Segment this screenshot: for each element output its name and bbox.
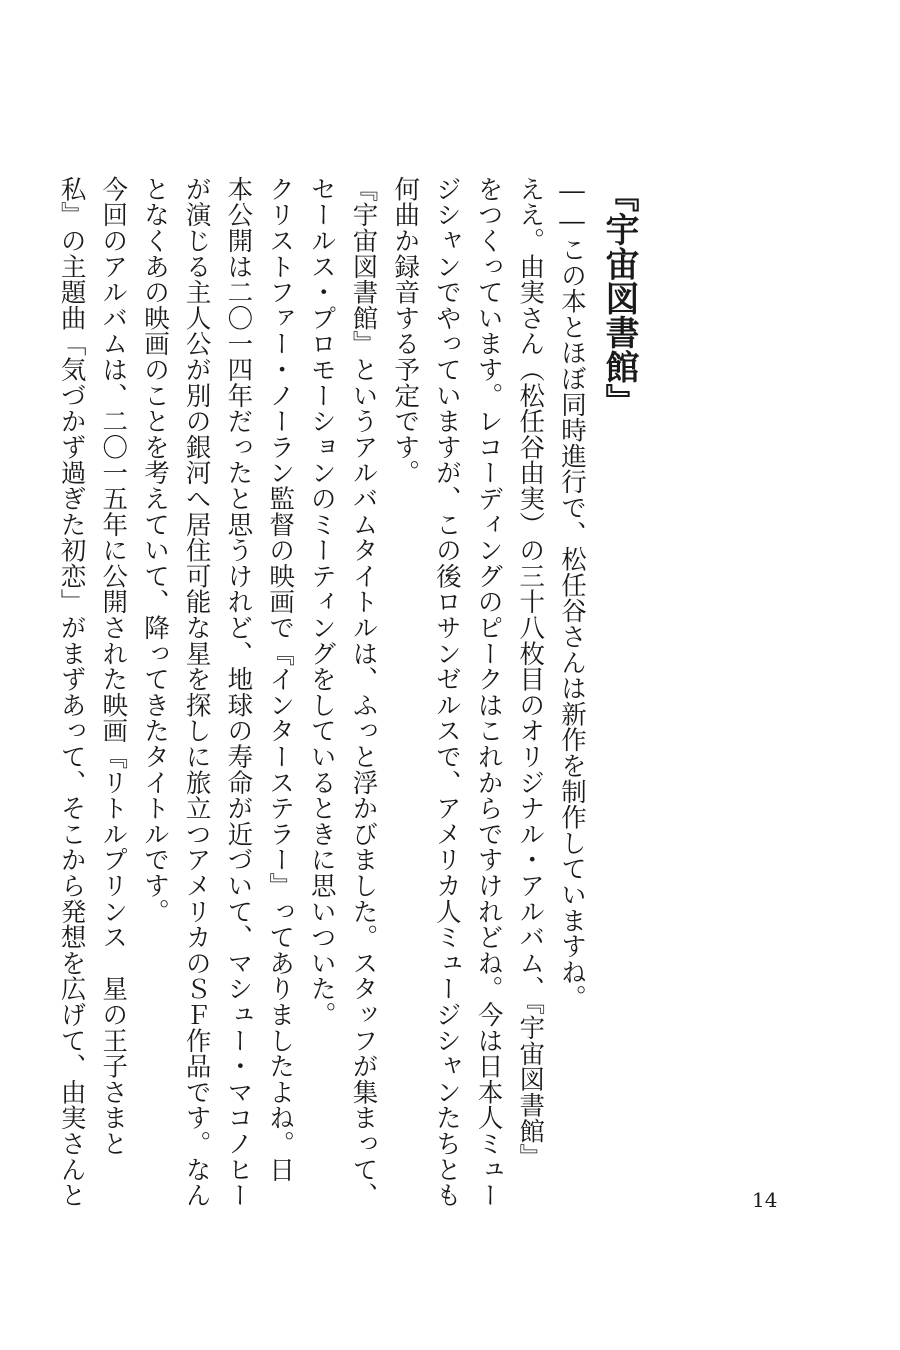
text-line: クリストファー・ノーラン監督の映画で『インターステラー』ってありましたよね。日 xyxy=(265,176,296,1183)
text-line: 何曲か録音する予定です。 xyxy=(390,176,421,486)
text-line: 『宇宙図書館』というアルバムタイトルは、ふっと浮かびました。スタッフが集まって、 xyxy=(348,176,379,1208)
text-line: セールス・プロモーションのミーティングをしているときに思いついた。 xyxy=(306,176,337,1028)
text-line: 本公開は二〇一四年だったと思うけれど、地球の寿命が近づいて、マシュー・マコノヒー xyxy=(223,176,254,1208)
text-line: をつくっています。レコーディングのピークはこれからですけれどね。今は日本人ミュー xyxy=(473,176,504,1208)
body-text xyxy=(56,176,592,1208)
text-line: 私』の主題曲「気づかず過ぎた初恋」がまずあって、そこから発想を広げて、由実さんと xyxy=(56,176,87,1208)
page-number: 14 xyxy=(752,1188,778,1212)
text-line: ――この本とほぼ同時進行で、松任谷さんは新作を制作していますね。 xyxy=(557,176,587,1011)
section-title: 『宇宙図書館』 xyxy=(599,178,639,419)
text-line: 今回のアルバムは、二〇一五年に公開された映画『リトルプリンス 星の王子さまと xyxy=(98,176,129,1157)
text-line: が演じる主人公が別の銀河へ居住可能な星を探しに旅立つアメリカのＳＦ作品です。なん xyxy=(181,176,212,1208)
text-line: となくあの映画のことを考えていて、降ってきたタイトルです。 xyxy=(139,176,170,925)
text-line: ジシャンでやっていますが、この後ロサンゼルスで、アメリカ人ミュージシャンたちとも xyxy=(431,176,462,1208)
text-line: ええ。由実さん（松任谷由実）の三十八枚目のオリジナル・アルバム、『宇宙図書館』 xyxy=(515,176,546,1170)
